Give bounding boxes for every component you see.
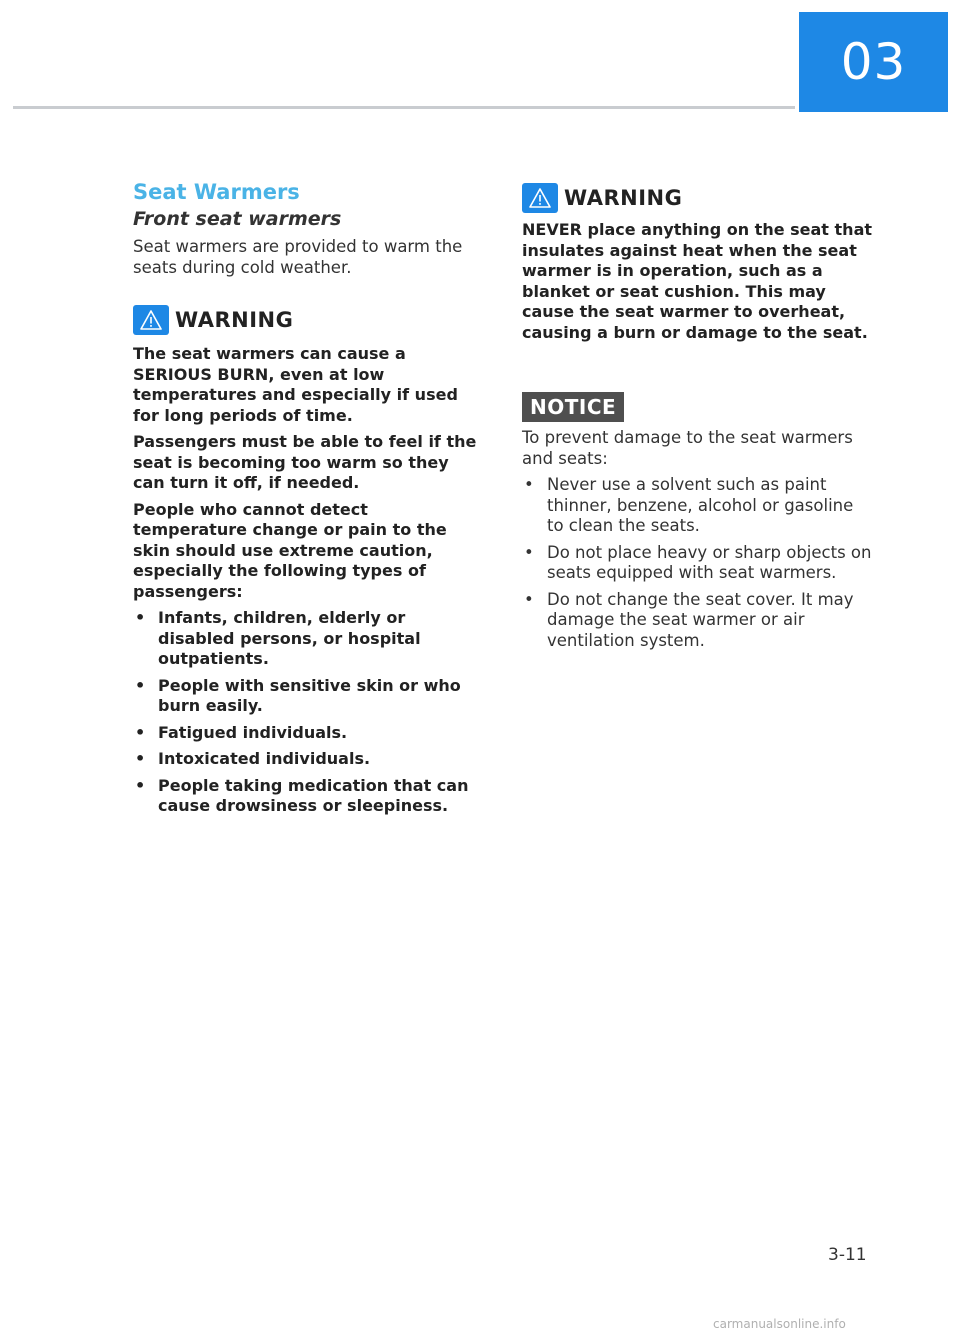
section-title: Seat Warmers [133,180,300,204]
list-item: • People taking medication that can cause drowsiness or sleepiness. [135,775,469,815]
warning-paragraph: The seat warmers can cause a SERIOUS BURN, even at low temperatures and especially if used for long periods of time. [133,344,458,425]
warning-paragraph: Passengers must be able to feel if the seat is becoming too warm so they can turn it off, if needed. [133,432,477,492]
warning-bullet-list [133,608,483,817]
list-item: • Intoxicated individuals. [135,749,371,768]
list-item: • Infants, children, elderly or disabled persons, or hospital outpatients. [135,608,421,668]
warning-triangle-icon [133,305,169,335]
notice-badge: NOTICE [522,392,624,422]
header-rule [13,106,795,109]
warning-label: WARNING [175,308,294,332]
list-item: • Fatigued individuals. [135,722,348,742]
list-item: • Never use a solvent such as paint thinner, benzene, alcohol or gasoline to clean the seats. [524,475,854,535]
list-item: • Do not change the seat cover. It may damage the seat warmer or air ventilation system. [524,589,854,650]
list-item: • People with sensitive skin or who burn easily. [135,675,461,715]
warning-paragraph: People who cannot detect temperature change or pain to the skin should use extreme caution, especially the following types of passengers: [133,499,447,601]
intro-text: Seat warmers are provided to warm the seats during cold weather. [133,237,463,277]
warning-header [133,305,293,335]
page-number: 3-11 [828,1245,867,1265]
warning-label: WARNING [564,186,683,210]
watermark: carmanualsonline.info [713,1317,846,1331]
notice-intro: To prevent damage to the seat warmers and seats: [522,428,853,468]
notice-body [522,428,872,657]
list-item: • Do not place heavy or sharp objects on seats equipped with seat warmers. [524,542,872,582]
notice-bullet-list [522,475,872,651]
chapter-number: 03 [840,33,907,91]
subsection-title: Front seat warmers [133,208,342,230]
chapter-tab [799,12,948,112]
warning-header [522,183,682,213]
warning-text: NEVER place anything on the seat that insulates against heat when the seat warmer is in operation, such as a blanket or seat cushion. This may cause the seat warmer to overheat, causing a burn or damage to the seat. [522,220,873,342]
warning-body [133,344,483,823]
warning-triangle-icon [522,183,558,213]
